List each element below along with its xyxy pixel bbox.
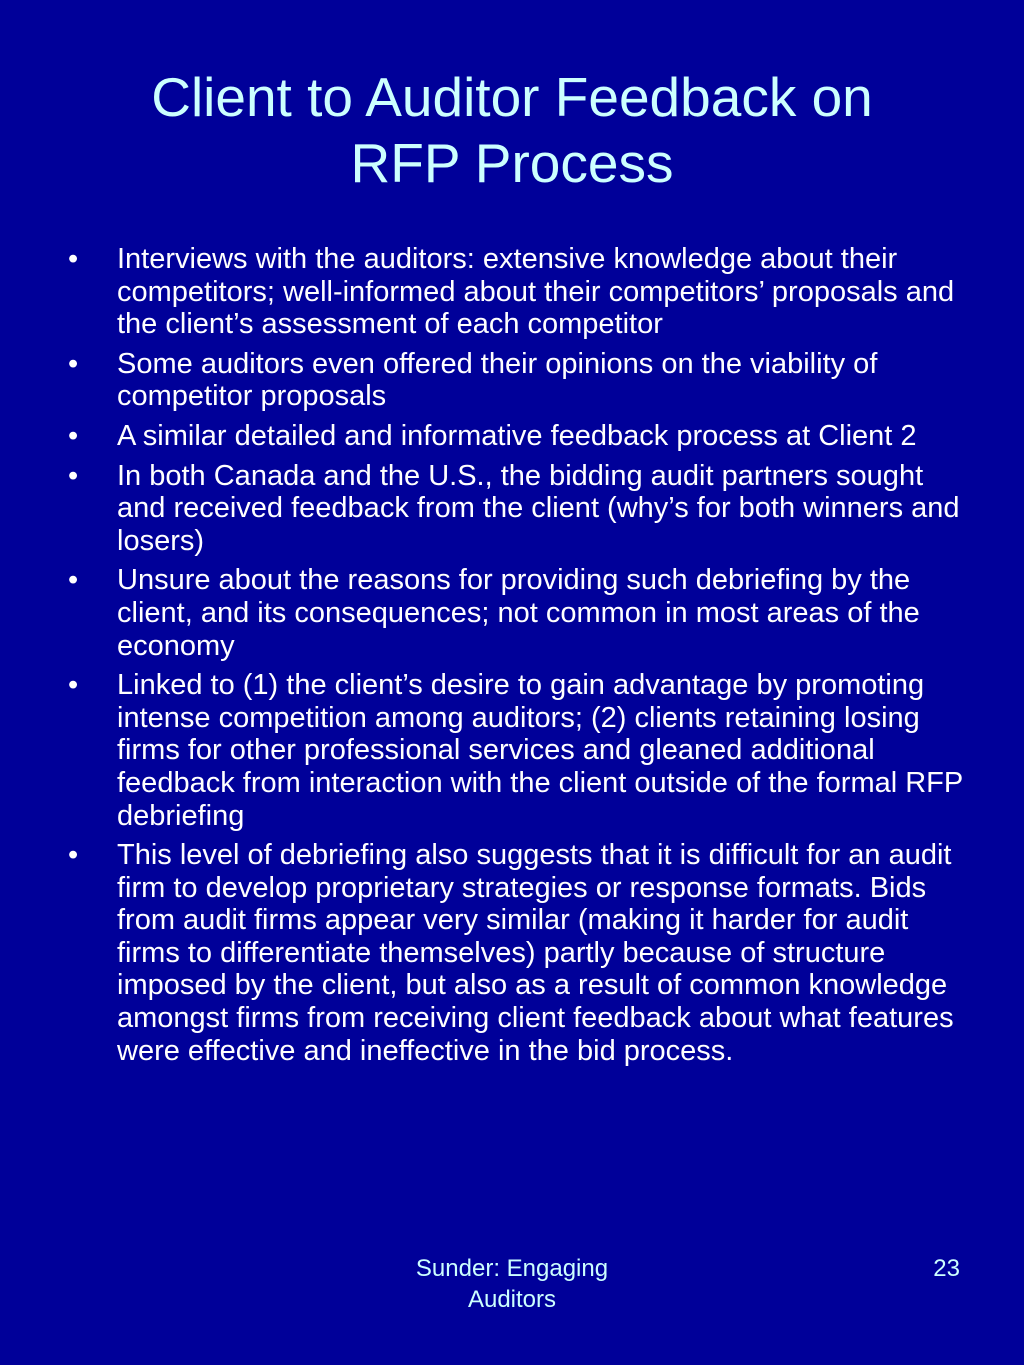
slide-title-line-1: Client to Auditor Feedback on <box>151 66 873 128</box>
bullet-text: Linked to (1) the client’s desire to gain advantage by promoting intense competition among auditors; (2) clients retaining losing firms for other professional services and gleaned additional feedback from interaction with the client outside of the formal RFP debriefing <box>117 669 963 832</box>
bullet-text: Interviews with the auditors: extensive knowledge about their competitors; well-informed about their competitors’ proposals and the client’s assessment of each competitor <box>117 243 955 341</box>
bullet-item-7 <box>60 839 964 1067</box>
footer-title-line-2: Auditors <box>467 1286 557 1313</box>
bullet-item-6 <box>60 669 964 832</box>
bullet-item-5 <box>60 564 964 662</box>
bullet-item-3 <box>60 420 964 453</box>
bullet-text: In both Canada and the U.S., the bidding audit partners sought and received feedback from the client (why’s for both winners and losers) <box>117 459 960 557</box>
bullet-icon: • <box>68 564 79 597</box>
slide-title-line-2: RFP Process <box>350 132 674 194</box>
bullet-text: Some auditors even offered their opinions on the viability of competitor proposals <box>117 347 878 413</box>
bullet-text: This level of debriefing also suggests that it is difficult for an audit firm to develop proprietary strategies or response formats. Bids from audit firms appear very similar (making it harder for audit firms to differentiate themselves) partly because of structure imposed by the client, but also as a result of common knowledge amongst firms from receiving client feedback about what features were effective and ineffective in the bid process. <box>117 839 954 1067</box>
bullet-icon: • <box>68 669 79 702</box>
bullet-icon: • <box>68 459 79 492</box>
bullet-list <box>60 243 964 1074</box>
bullet-icon: • <box>68 839 79 872</box>
footer-title-line-1: Sunder: Engaging <box>415 1255 609 1282</box>
bullet-text: Unsure about the reasons for providing such debriefing by the client, and its consequences; not common in most areas of the economy <box>117 564 920 662</box>
slide-title <box>60 64 964 196</box>
bullet-icon: • <box>68 243 79 275</box>
bullet-icon: • <box>68 419 79 452</box>
bullet-item-4 <box>60 460 964 558</box>
bullet-item-1 <box>60 243 964 341</box>
page-number: 23 <box>933 1255 960 1282</box>
bullet-item-2 <box>60 348 964 413</box>
bullet-icon: • <box>68 347 79 380</box>
footer-title <box>372 1253 652 1315</box>
bullet-text: A similar detailed and informative feedback process at Client 2 <box>117 419 917 452</box>
